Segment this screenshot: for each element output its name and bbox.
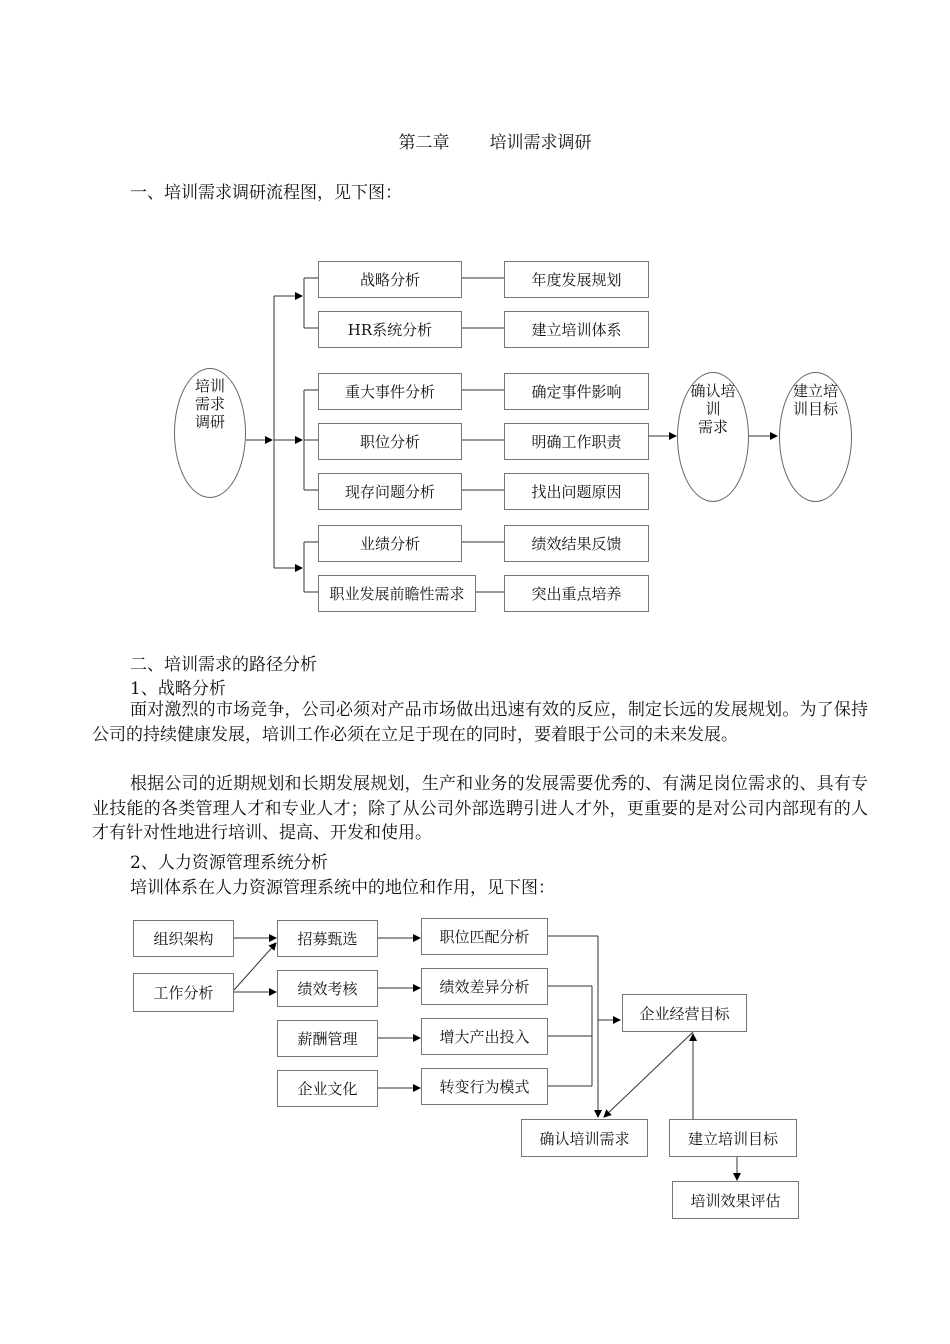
box-performance-gap: 绩效差异分析 (421, 968, 548, 1005)
paragraph-strategy-2: 根据公司的近期规划和长期发展规划，生产和业务的发展需要优秀的、有满足岗位需求的、具有专业技能的各类管理人才和专业人才；除了从公司外部选聘引进人才外，更重要的是对公司内部现有的人才有针对性地进行培训、提高、开发和使用。 (92, 774, 868, 843)
box-problem-cause: 找出问题原因 (504, 473, 649, 510)
confirm-line-1: 确认培 (690, 382, 736, 400)
section2-heading: 二、培训需求的路径分析 (130, 655, 317, 675)
box-position-match: 职位匹配分析 (421, 918, 548, 955)
section1-heading: 一、培训需求调研流程图，见下图： (130, 183, 402, 203)
box-increase-output: 增大产出投入 (421, 1018, 548, 1055)
box-confirm-training-needs: 确认培训需求 (521, 1119, 648, 1157)
chapter-name: 培训需求调研 (489, 133, 592, 153)
paragraph-hr-system: 培训体系在人力资源管理系统中的地位和作用，见下图： (130, 878, 555, 898)
box-change-behavior: 转变行为模式 (421, 1068, 548, 1105)
box-job-duties: 明确工作职责 (504, 423, 649, 460)
box-position-analysis: 职位分析 (318, 423, 462, 460)
box-corporate-culture: 企业文化 (277, 1070, 378, 1107)
subheading-strategy: 1、战略分析 (130, 679, 226, 699)
paragraph-strategy-1: 面对激烈的市场竞争，公司必须对产品市场做出迅速有效的反应，制定长远的发展规划。为了保持公司的持续健康发展，培训工作必须在立足于现在的同时，要着眼于公司的未来发展。 (92, 700, 868, 745)
box-key-training: 突出重点培养 (504, 575, 649, 612)
confirm-line-3: 需求 (697, 418, 728, 436)
box-build-training-system: 建立培训体系 (504, 311, 649, 348)
box-business-goal: 企业经营目标 (622, 994, 747, 1032)
box-job-analysis: 工作分析 (133, 973, 234, 1012)
box-performance-analysis: 业绩分析 (318, 525, 462, 562)
target-line-2: 训目标 (792, 400, 838, 418)
box-performance-review: 绩效考核 (277, 970, 378, 1007)
subheading-hr-system: 2、人力资源管理系统分析 (130, 853, 328, 873)
box-recruitment: 招募甄选 (277, 920, 378, 957)
box-existing-problem-analysis: 现存问题分析 (318, 473, 462, 510)
box-training-evaluation: 培训效果评估 (672, 1181, 799, 1219)
box-major-event-analysis: 重大事件分析 (318, 373, 462, 410)
box-org-structure: 组织架构 (133, 920, 234, 957)
box-annual-plan: 年度发展规划 (504, 261, 649, 298)
start-line-2: 需求 (194, 395, 225, 413)
start-line-1: 培训 (194, 377, 225, 395)
box-performance-feedback: 绩效结果反馈 (504, 525, 649, 562)
box-career-development-needs: 职业发展前瞻性需求 (318, 575, 476, 612)
start-line-3: 调研 (194, 413, 225, 431)
box-build-training-target: 建立培训目标 (669, 1119, 797, 1157)
box-compensation: 薪酬管理 (277, 1020, 378, 1057)
chapter-number: 第二章 (398, 133, 450, 153)
target-line-1: 建立培 (792, 382, 838, 400)
box-strategy-analysis: 战略分析 (318, 261, 462, 298)
confirm-line-2: 训 (705, 400, 721, 418)
box-event-impact: 确定事件影响 (504, 373, 649, 410)
box-hr-system-analysis: HR系统分析 (318, 311, 462, 348)
